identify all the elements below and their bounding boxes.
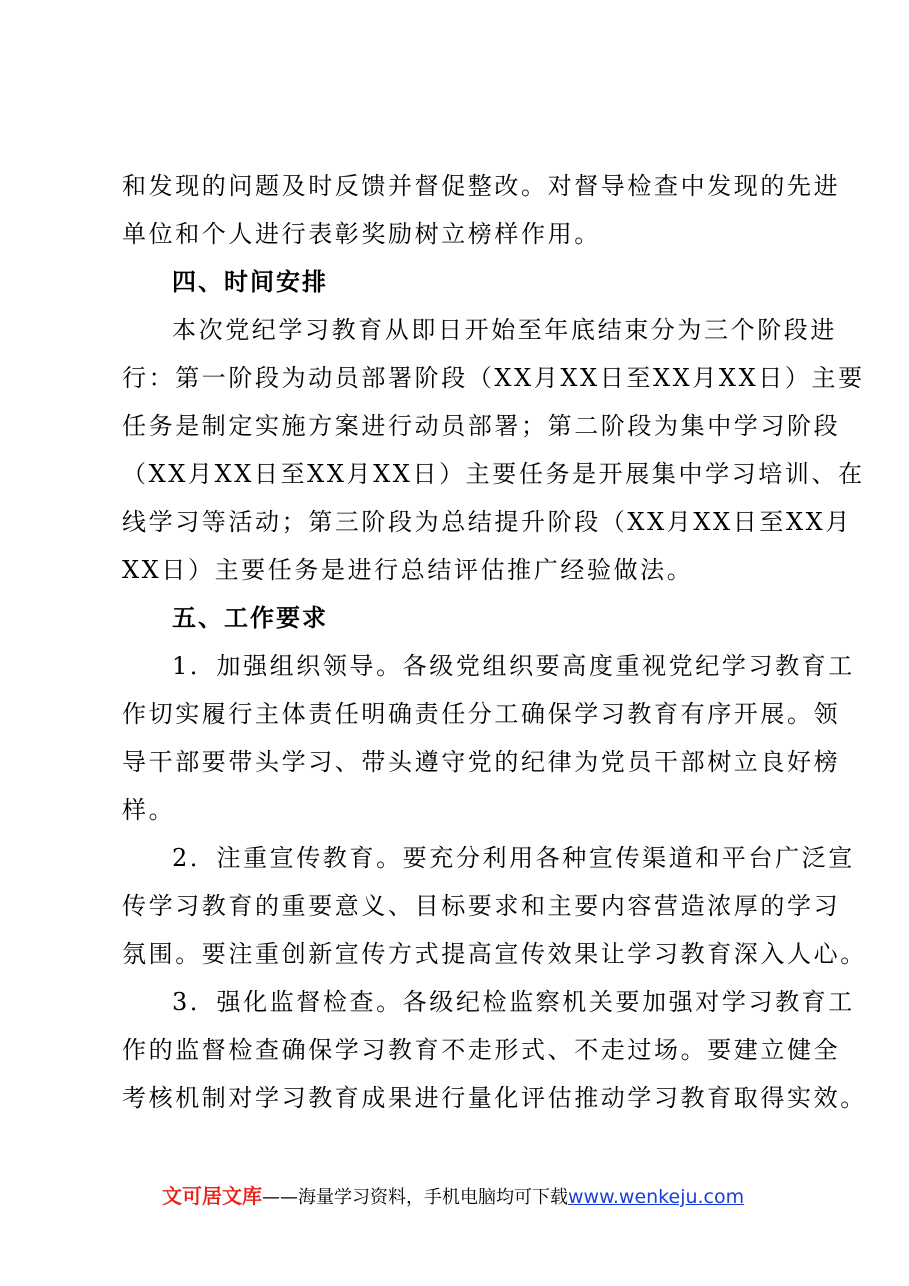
paragraph-line: 作切实履行主体责任明确责任分工确保学习教育有序开展。领 — [122, 700, 841, 728]
section-heading-requirements: 五、工作要求 — [172, 604, 328, 632]
paragraph-line: （XX月XX日至XX月XX日）主要任务是开展集中学习培训、在 — [122, 460, 865, 488]
paragraph-line: 3．强化监督检查。各级纪检监察机关要加强对学习教育工 — [172, 988, 855, 1016]
footer-banner — [162, 1181, 744, 1211]
paragraph-line: 传学习教育的重要意义、目标要求和主要内容营造浓厚的学习 — [122, 892, 841, 920]
paragraph-line: 单位和个人进行表彰奖励树立榜样作用。 — [122, 220, 601, 248]
paragraph-line: 考核机制对学习教育成果进行量化评估推动学习教育取得实效。 — [122, 1084, 867, 1112]
footer-brand: 文可居文库 — [162, 1184, 262, 1208]
footer-tagline: ——海量学习资料，手机电脑均可下载 — [262, 1187, 568, 1208]
footer-url-link[interactable]: www.wenkeju.com — [568, 1186, 745, 1208]
paragraph-line: 1．加强组织领导。各级党组织要高度重视党纪学习教育工 — [172, 652, 855, 680]
paragraph-line: 任务是制定实施方案进行动员部署；第二阶段为集中学习阶段 — [122, 412, 841, 440]
paragraph-line: 样。 — [122, 796, 176, 824]
paragraph-line: 导干部要带头学习、带头遵守党的纪律为党员干部树立良好榜 — [122, 748, 841, 776]
paragraph-line: 2．注重宣传教育。要充分利用各种宣传渠道和平台广泛宣 — [172, 844, 855, 872]
paragraph-line: 行：第一阶段为动员部署阶段（XX月XX日至XX月XX日）主要 — [122, 364, 865, 392]
section-heading-time: 四、时间安排 — [172, 268, 328, 296]
paragraph-line: 作的监督检查确保学习教育不走形式、不走过场。要建立健全 — [122, 1036, 841, 1064]
paragraph-line: 本次党纪学习教育从即日开始至年底结束分为三个阶段进 — [172, 316, 837, 344]
paragraph-line: 和发现的问题及时反馈并督促整改。对督导检查中发现的先进 — [122, 172, 841, 200]
paragraph-line: 线学习等活动；第三阶段为总结提升阶段（XX月XX日至XX月 — [122, 508, 852, 536]
paragraph-line: XX日）主要任务是进行总结评估推广经验做法。 — [122, 556, 694, 584]
paragraph-line: 氛围。要注重创新宣传方式提高宣传效果让学习教育深入人心。 — [122, 940, 867, 968]
